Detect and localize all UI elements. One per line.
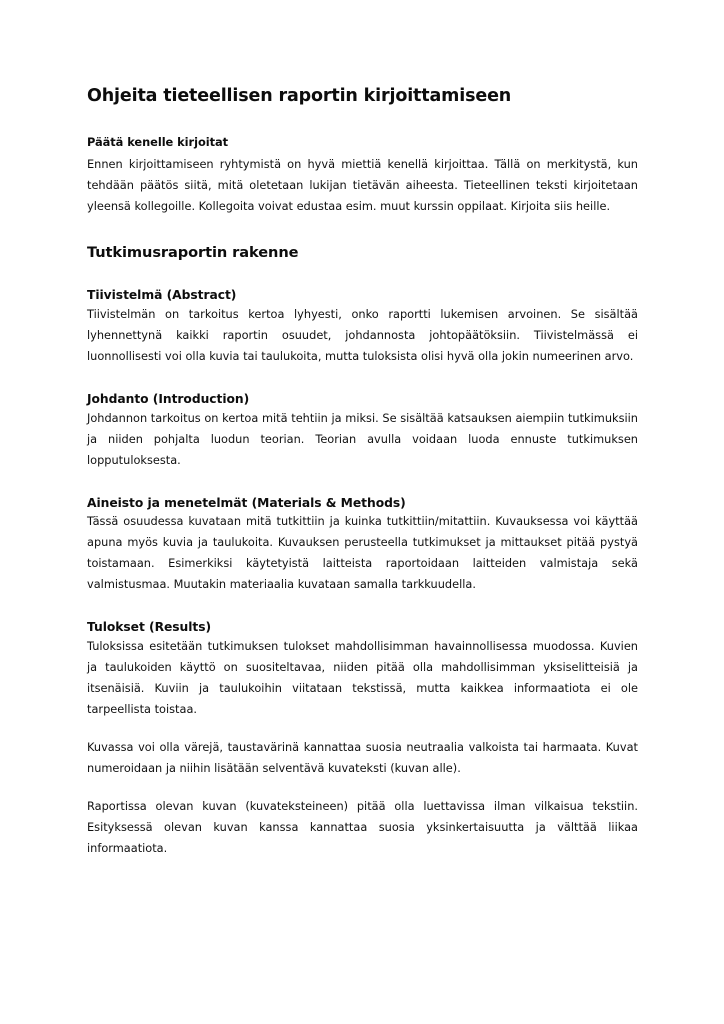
heading-tulokset-results: Tulokset (Results) bbox=[87, 620, 212, 635]
paragraph-abstract: Tiivistelmän on tarkoitus kertoa lyhyesti, onko raportti lukemisen arvoinen. Se sisältää lyhennettynä kaikki raportin osuudet, johdannosta johtopäätöksiin. Tiivistelmässä ei luonnollisesti voi olla kuvia tai taulukoita, mutta tuloksista olisi hyvä olla jokin numeerinen arvo. bbox=[87, 306, 638, 363]
heading-paata-kenelle-kirjoitat: Päätä kenelle kirjoitat bbox=[87, 134, 228, 149]
heading-tiivistelma-abstract: Tiivistelmä (Abstract) bbox=[87, 287, 237, 302]
paragraph-methods: Tässä osuudessa kuvataan mitä tutkittiin ja kuinka tutkittiin/mitattiin. Kuvauksessa voi käyttää apuna myös kuvia ja taulukoita. Kuvauksen perusteella tutkimukset ja mittaukset pitää pystyä toistamaan. Esimerkiksi käytetyistä laitteista raportoidaan laitteiden valmistaja sekä valmistusmaa. Muutakin materiaalia kuvataan samalla tarkkuudella. bbox=[87, 514, 638, 592]
page-title: Ohjeita tieteellisen raportin kirjoittamiseen bbox=[87, 86, 512, 106]
paragraph-results-3: Raportissa olevan kuvan (kuvateksteineen) pitää olla luettavissa ilman vilkaisua tekstiin. Esityksessä olevan kuvan kanssa kannattaa suosia yksinkertaisuutta ja välttää liikaa informaatiota. bbox=[87, 799, 638, 856]
document-content bbox=[87, 86, 638, 859]
paragraph-results-2: Kuvassa voi olla värejä, taustavärinä kannattaa suosia neutraalia valkoista tai harmaata. Kuvat numeroidaan ja niihin lisätään selventävä kuvateksti (kuvan alle). bbox=[87, 740, 638, 776]
heading-tutkimusraportin-rakenne: Tutkimusraportin rakenne bbox=[87, 243, 299, 261]
heading-johdanto-introduction: Johdanto (Introduction) bbox=[87, 391, 250, 406]
paragraph-results-1: Tuloksissa esitetään tutkimuksen tulokset mahdollisimman havainnollisessa muodossa. Kuvien ja taulukoiden käyttö on suositeltavaa, niiden pitää olla mahdollisimman yksiselitteisiä ja itsenäisiä. Kuviin ja taulukoihin viitataan tekstissä, mutta kaikkea informaatiota ei ole tarpeellista toistaa. bbox=[87, 639, 638, 717]
heading-aineisto-ja-menetelmat: Aineisto ja menetelmät (Materials & Methods) bbox=[87, 495, 406, 510]
paragraph-intro: Ennen kirjoittamiseen ryhtymistä on hyvä miettiä kenellä kirjoittaa. Tällä on merkitystä, kun tehdään päätös siitä, mitä oletetaan lukijan tietävän aiheesta. Tieteellinen teksti kirjoitetaan yleensä kollegoille. Kollegoita voivat edustaa esim. muut kurssin oppilaat. Kirjoita siis heille. bbox=[87, 156, 638, 213]
paragraph-introduction: Johdannon tarkoitus on kertoa mitä tehtiin ja miksi. Se sisältää katsauksen aiempiin tutkimuksiin ja niiden pohjalta luodun teorian. Teorian avulla voidaan luoda ennuste tutkimuksen lopputuloksesta. bbox=[87, 410, 638, 467]
